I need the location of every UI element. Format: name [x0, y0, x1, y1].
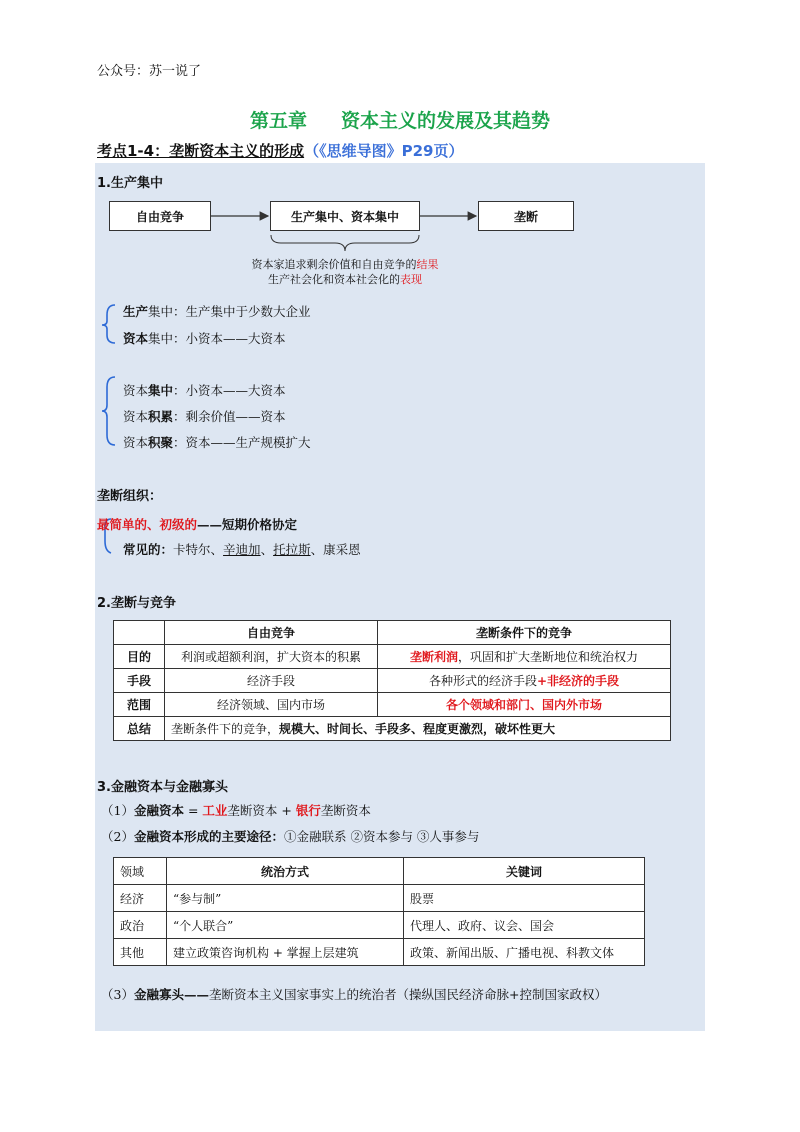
table-header-row: 自由竞争 垄断条件下的竞争	[114, 621, 671, 645]
flow-note-line1: 资本家追求剩余价值和自由竞争的	[251, 258, 417, 271]
flow-note-line2: 生产社会化和资本社会化的	[268, 273, 400, 286]
topic-reference: （《思维导图》P29页）	[304, 142, 464, 160]
table-row: 经济 “参与制” 股票	[114, 885, 645, 912]
table-summary-row: 总结 垄断条件下的竞争，规模大、时间长、手段多、程度更激烈，破坏性更大	[114, 717, 671, 741]
topic-main: 考点1-4：垄断资本主义的形成	[97, 142, 305, 160]
chapter-number: 第五章	[249, 110, 307, 132]
monopoly-common-forms: 常见的：卡特尔、辛迪加、托拉斯、康采恩	[123, 542, 361, 557]
flow-note-result: 结果	[416, 258, 439, 271]
capital-concentration-scale: 资本积聚：资本——生产规模扩大	[123, 435, 311, 450]
header-note: 公众号：苏一说了	[97, 64, 202, 79]
concentration-capital: 资本集中：小资本——大资本	[123, 331, 286, 346]
flow-note-manifestation: 表现	[400, 273, 422, 286]
flow-box-free-competition: 自由竞争	[109, 201, 211, 231]
table-header-row: 领域 统治方式 关键词	[114, 858, 645, 885]
capital-centralization: 资本集中：小资本——大资本	[123, 383, 286, 398]
table-row: 其他 建立政策咨询机构 + 掌握上层建筑 政策、新闻出版、广播电视、科教文体	[114, 939, 645, 966]
flow-underbrace	[271, 235, 419, 251]
finance-capital-paths: （2）金融资本形成的主要途径：①金融联系 ②资本参与 ③人事参与	[101, 829, 480, 844]
section-3-title: 3.金融资本与金融寡头	[97, 780, 228, 795]
concentration-production: 生产集中：生产集中于少数大企业	[123, 304, 311, 319]
form-trust: 托拉斯	[273, 542, 311, 557]
monopoly-simplest: 最简单的、初级的——短期价格协定	[97, 517, 298, 532]
chapter-name: 资本主义的发展及其趋势	[341, 110, 551, 132]
finance-capital-definition: （1）金融资本 = 工业垄断资本 + 银行垄断资本	[101, 803, 371, 818]
table-row: 政治 “个人联合” 代理人、政府、议会、国会	[114, 912, 645, 939]
chapter-title	[0, 106, 800, 133]
flow-note	[225, 257, 465, 287]
content-panel	[95, 163, 705, 1031]
finance-oligarch-definition: （3）金融寡头——垄断资本主义国家事实上的统治者（操纵国民经济命脉+控制国家政权）	[101, 987, 607, 1002]
monopoly-org-title: 垄断组织：	[97, 489, 163, 504]
capital-accumulation: 资本积累：剩余价值——资本	[123, 409, 286, 424]
form-cartel: 卡特尔	[173, 542, 211, 557]
table-row: 手段 经济手段 各种形式的经济手段+非经济的手段	[114, 669, 671, 693]
competition-table	[113, 620, 671, 741]
flow-box-concentration: 生产集中、资本集中	[270, 201, 420, 231]
section-2-title: 2.垄断与竞争	[97, 596, 176, 611]
form-konzern: 康采恩	[323, 542, 361, 557]
section-1-title: 1.生产集中	[97, 176, 163, 191]
table-row: 范围 经济领域、国内市场 各个领域和部门、国内外市场	[114, 693, 671, 717]
table-row: 目的 利润或超额利润，扩大资本的积累 垄断利润，巩固和扩大垄断地位和统治权力	[114, 645, 671, 669]
flow-box-monopoly: 垄断	[478, 201, 574, 231]
topic-heading	[97, 140, 463, 161]
finance-oligarchy-table	[113, 857, 645, 966]
form-syndicate: 辛迪加	[223, 542, 261, 557]
